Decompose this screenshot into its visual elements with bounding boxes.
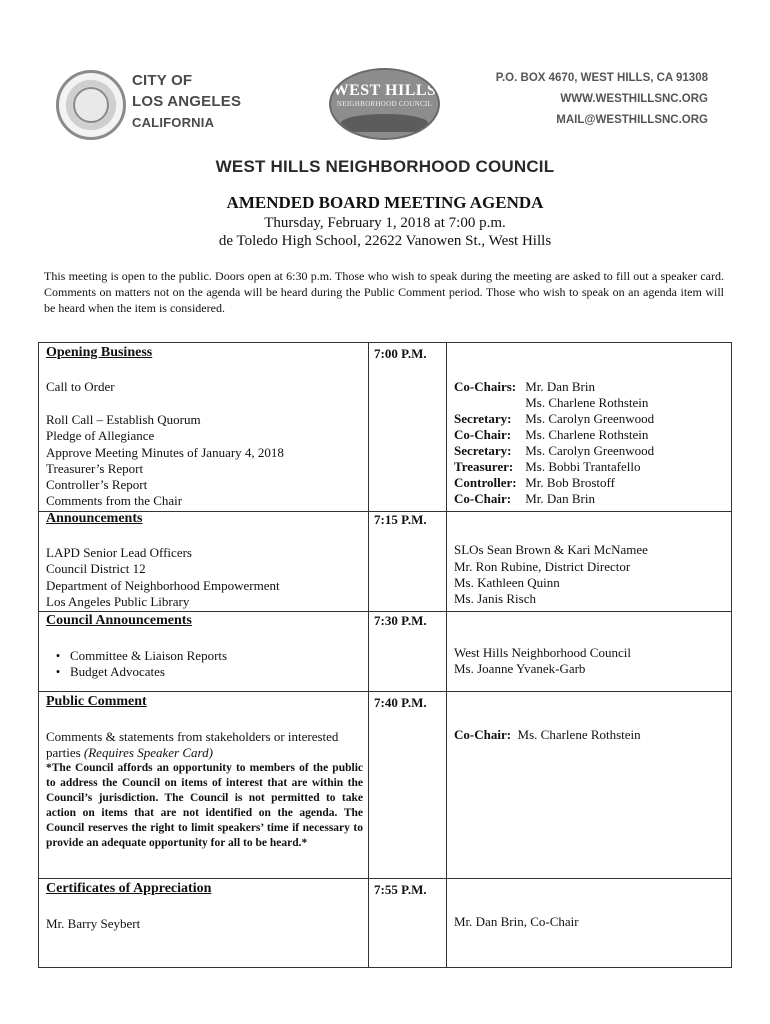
presenter-row	[454, 459, 640, 475]
meeting-datetime: Thursday, February 1, 2018 at 7:00 p.m.	[264, 215, 506, 231]
presenter-role: Secretary:	[454, 443, 512, 458]
presenter-role: Co-Chair:	[454, 427, 512, 442]
presenter-row	[454, 411, 654, 427]
public-comment-line-2	[46, 745, 213, 761]
contact-website: WWW.WESTHILLSNC.ORG	[560, 93, 708, 105]
presenter-role: Secretary:	[454, 411, 512, 426]
presenter-name: SLOs Sean Brown & Kari McNamee	[454, 542, 648, 557]
public-comment-parties: parties	[46, 745, 84, 760]
city-name-block	[132, 70, 241, 133]
city-line-3: CALIFORNIA	[132, 115, 215, 130]
presenter-row	[454, 443, 654, 459]
presenter-row	[454, 491, 595, 507]
presenter-row	[454, 427, 648, 443]
row-divider-2	[39, 611, 731, 612]
presenter-name: Ms. Charlene Rothstein	[525, 427, 649, 442]
presenter-name: Ms. Joanne Yvanek-Garb	[454, 661, 586, 676]
meeting-location: de Toledo High School, 22622 Vanowen St., West Hills	[218, 233, 552, 249]
agenda-item: Controller’s Report	[46, 477, 148, 492]
city-seal-logo	[56, 70, 126, 140]
announcements-heading: Announcements	[46, 511, 143, 526]
list-item	[70, 664, 227, 680]
city-line-1: CITY OF	[132, 72, 193, 89]
column-divider-1	[368, 343, 369, 967]
agenda-item: Los Angeles Public Library	[46, 594, 190, 609]
presenter-row	[454, 727, 641, 743]
presenter-role: Controller:	[454, 475, 517, 490]
contact-block	[496, 68, 708, 131]
list-item-text: Committee & Liaison Reports	[70, 648, 228, 663]
presenter-name: Ms. Carolyn Greenwood	[525, 411, 655, 426]
certificates-time: 7:55 P.M.	[374, 882, 427, 897]
presenter-name: Mr. Dan Brin, Co-Chair	[454, 914, 579, 929]
agenda-title: AMENDED BOARD MEETING AGENDA	[226, 193, 544, 212]
column-divider-2	[446, 343, 447, 967]
agenda-item: Department of Neighborhood Empowerment	[46, 578, 280, 593]
west-hills-logo	[329, 68, 440, 140]
list-item-text: Budget Advocates	[70, 664, 165, 680]
agenda-item: Roll Call – Establish Quorum	[46, 412, 201, 427]
agenda-table	[38, 342, 732, 968]
agenda-item: Council District 12	[46, 561, 146, 576]
row-divider-3	[39, 691, 731, 692]
city-line-2: LOS ANGELES	[132, 93, 242, 110]
presenter-name: Mr. Dan Brin	[525, 379, 595, 394]
public-comment-notice: *The Council affords an opportunity to members of the public to address the Council on items of interest that are within the Council’s jurisdiction. The Council is not permitted to take action on items that are not identified on the agenda. The Council reserves the right to limit speakers’ time if necessary to provide an adequate opportunity for all to be heard.*	[46, 762, 363, 849]
presenter-row	[454, 475, 615, 491]
presenter-name: Mr. Dan Brin	[525, 491, 595, 506]
presenter-name: Mr. Ron Rubine, District Director	[454, 559, 631, 574]
agenda-item: Comments from the Chair	[46, 493, 183, 508]
presenter-name: Ms. Charlene Rothstein	[525, 395, 649, 410]
presenter-name: Ms. Kathleen Quinn	[454, 575, 560, 590]
agenda-item: Call to Order	[46, 379, 115, 394]
contact-email: MAIL@WESTHILLSNC.ORG	[556, 114, 708, 126]
contact-address: P.O. BOX 4670, WEST HILLS, CA 91308	[495, 72, 708, 84]
presenter-row	[454, 395, 648, 411]
logo-line-2: NEIGHBORHOOD COUNCIL	[336, 100, 433, 108]
agenda-item: Mr. Barry Seybert	[46, 916, 141, 931]
council-announcements-time: 7:30 P.M.	[374, 613, 427, 628]
logo-line-1: WEST HILLS	[332, 82, 437, 99]
agenda-item: Approve Meeting Minutes of January 4, 2018	[46, 445, 284, 460]
agenda-item: LAPD Senior Lead Officers	[46, 545, 192, 560]
certificates-heading: Certificates of Appreciation	[46, 881, 212, 896]
presenter-role: Co-Chairs:	[454, 379, 517, 394]
agenda-item: Treasurer’s Report	[46, 461, 144, 476]
announcements-time: 7:15 P.M.	[374, 512, 427, 527]
list-item	[70, 648, 228, 664]
speaker-card-note: (Requires Speaker Card)	[83, 745, 213, 760]
row-divider-4	[39, 878, 731, 879]
logo-hill-graphic	[341, 114, 428, 132]
council-title: WEST HILLS NEIGHBORHOOD COUNCIL	[215, 157, 555, 176]
presenter-role: Co-Chair:	[454, 491, 512, 506]
presenter-name: Ms. Janis Risch	[454, 591, 536, 606]
presenter-name: Ms. Bobbi Trantafello	[525, 459, 641, 474]
public-comment-heading: Public Comment	[46, 694, 147, 709]
public-comment-line-1: Comments & statements from stakeholders or interested	[46, 729, 339, 744]
public-comment-time: 7:40 P.M.	[374, 695, 427, 710]
presenter-role: Treasurer:	[454, 459, 514, 474]
council-announcements-list	[70, 648, 228, 681]
presenter-name: Ms. Carolyn Greenwood	[525, 443, 655, 458]
opening-business-time: 7:00 P.M.	[374, 346, 427, 361]
council-announcements-heading: Council Announcements	[46, 613, 192, 628]
presenter-role: Co-Chair:	[454, 727, 512, 742]
presenter-row	[454, 379, 595, 395]
presenter-name: Mr. Bob Brostoff	[525, 475, 615, 490]
presenter-name: West Hills Neighborhood Council	[454, 645, 631, 660]
agenda-item: Pledge of Allegiance	[46, 428, 155, 443]
intro-paragraph: This meeting is open to the public. Doors open at 6:30 p.m. Those who wish to speak during the meeting are asked to fill out a speaker card. Comments on matters not on the agenda will be heard during the Public Comment period. Those who wish to speak on an agenda item will be heard when the item is considered.	[44, 269, 724, 315]
presenter-name: Ms. Charlene Rothstein	[517, 727, 641, 742]
opening-business-heading: Opening Business	[46, 345, 153, 360]
